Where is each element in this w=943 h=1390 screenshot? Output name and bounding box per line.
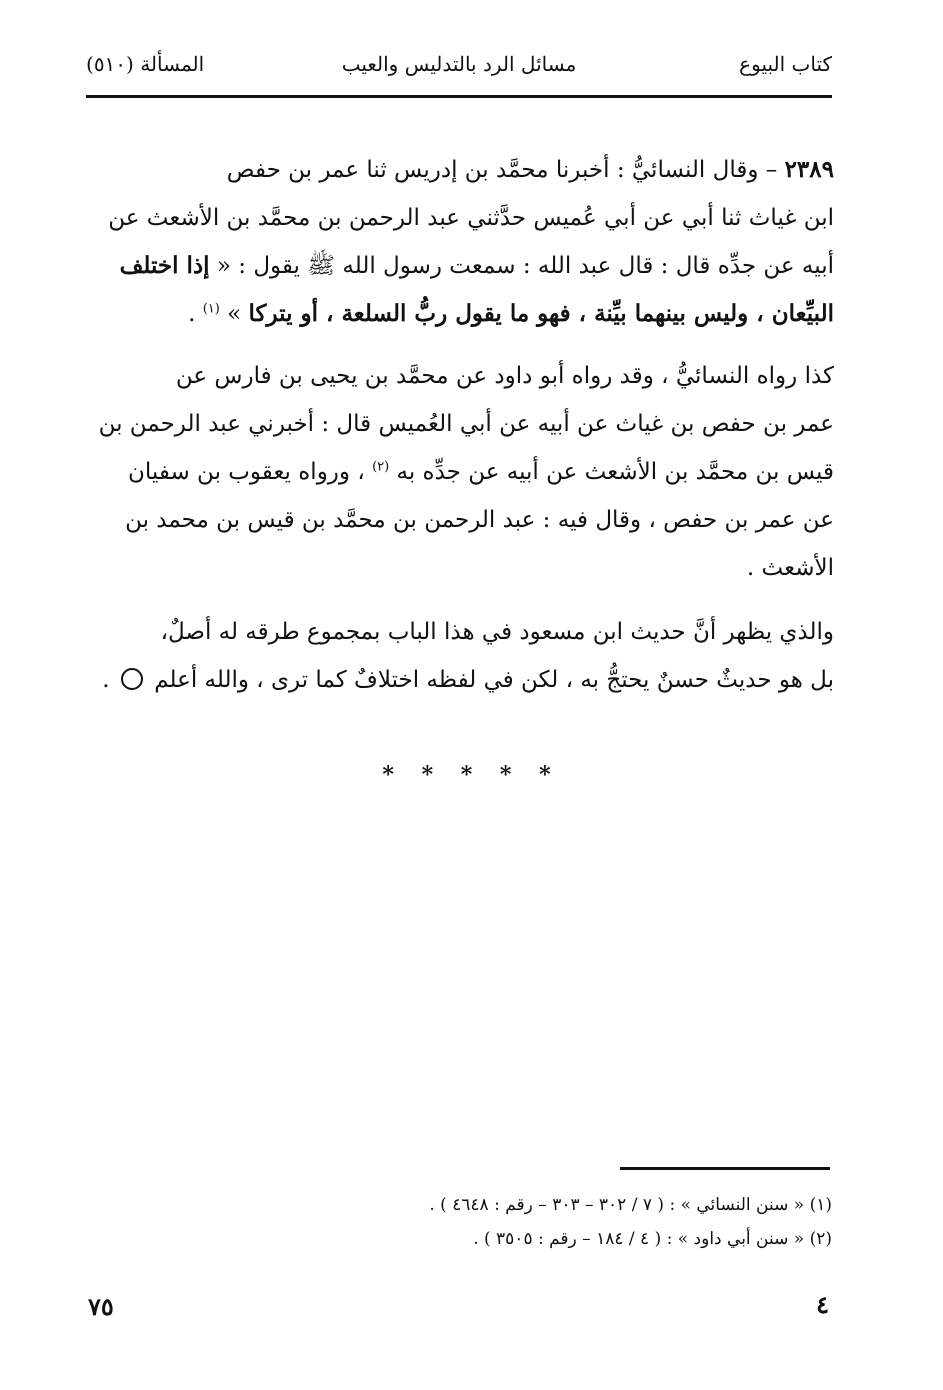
footnote-item: (٢) « سنن أبي داود » : ( ٤ / ١٨٤ – رقم : ٣٥٠٥ ) . bbox=[473, 1229, 832, 1249]
text-line: ابن غياث ثنا أبي عن أبي عُميس حدَّثني عبد الرحمن بن محمَّد بن الأشعث عن bbox=[108, 205, 834, 231]
running-header bbox=[86, 52, 832, 88]
text-segment: قيس بن محمَّد بن الأشعث عن أبيه عن جدِّه به bbox=[396, 459, 834, 485]
text-line: والذي يظهر أنَّ حديث ابن مسعود في هذا الباب بمجموع طرقه له أصلٌ، bbox=[160, 619, 834, 645]
text-line: عن عمر بن حفص ، وقال فيه : عبد الرحمن بن محمَّد بن قيس بن محمد بن bbox=[125, 507, 834, 533]
section-separator: * * * * * bbox=[382, 762, 561, 788]
footnote-ref: (٢) bbox=[372, 459, 390, 475]
circle-mark-icon bbox=[121, 668, 143, 690]
text-segment: أبيه عن جدِّه قال : قال عبد الله : سمعت رسول الله ﷺ يقول : « bbox=[216, 253, 834, 279]
footnote-ref: (١) bbox=[202, 301, 220, 317]
hadith-text-bold: إذا اختلف bbox=[119, 252, 210, 279]
hadith-number: ٢٣٨٩ bbox=[784, 156, 834, 183]
text-line bbox=[84, 242, 834, 290]
text-line: كذا رواه النسائيُّ ، وقد رواه أبو داود عن محمَّد بن يحيى بن فارس عن bbox=[175, 363, 834, 389]
header-section-title: مسائل الرد بالتدليس والعيب bbox=[341, 52, 577, 76]
quote-close: » bbox=[227, 301, 242, 327]
header-issue-number: المسألة (٥١٠) bbox=[86, 52, 205, 76]
hadith-paragraph bbox=[84, 146, 834, 338]
header-rule bbox=[86, 95, 832, 98]
text-line: الأشعث . bbox=[746, 555, 834, 581]
period: . bbox=[188, 301, 196, 327]
period: . bbox=[102, 667, 110, 693]
conclusion-paragraph bbox=[84, 608, 834, 704]
text-segment: بل هو حديثٌ حسنٌ يحتجُّ به ، لكن في لفظه اختلافٌ كما ترى ، والله أعلم bbox=[154, 667, 834, 693]
page-number-left: ٧٥ bbox=[88, 1292, 114, 1321]
text-line bbox=[84, 448, 834, 496]
page-number-right: ٤ bbox=[816, 1290, 829, 1319]
text-segment: – وقال النسائيُّ : أخبرنا محمَّد بن إدريس ثنا عمر بن حفص bbox=[226, 157, 778, 183]
text-line: عمر بن حفص بن غياث عن أبيه عن أبي العُميس قال : أخبرني عبد الرحمن بن bbox=[98, 411, 834, 437]
commentary-paragraph bbox=[84, 352, 834, 592]
text-line bbox=[84, 290, 834, 338]
hadith-text-bold: البيِّعان ، وليس بينهما بيِّنة ، فهو ما يقول ربُّ السلعة ، أو يتركا bbox=[248, 300, 834, 327]
footnote-rule bbox=[620, 1167, 830, 1170]
footnotes bbox=[84, 1188, 832, 1256]
text-line bbox=[84, 146, 834, 194]
header-book-title: كتاب البيوع bbox=[739, 52, 832, 76]
footnote-item: (١) « سنن النسائي » : ( ٧ / ٣٠٢ – ٣٠٣ – رقم : ٤٦٤٨ ) . bbox=[429, 1195, 832, 1215]
text-segment: ، ورواه يعقوب بن سفيان bbox=[128, 459, 365, 485]
text-line bbox=[84, 656, 834, 704]
